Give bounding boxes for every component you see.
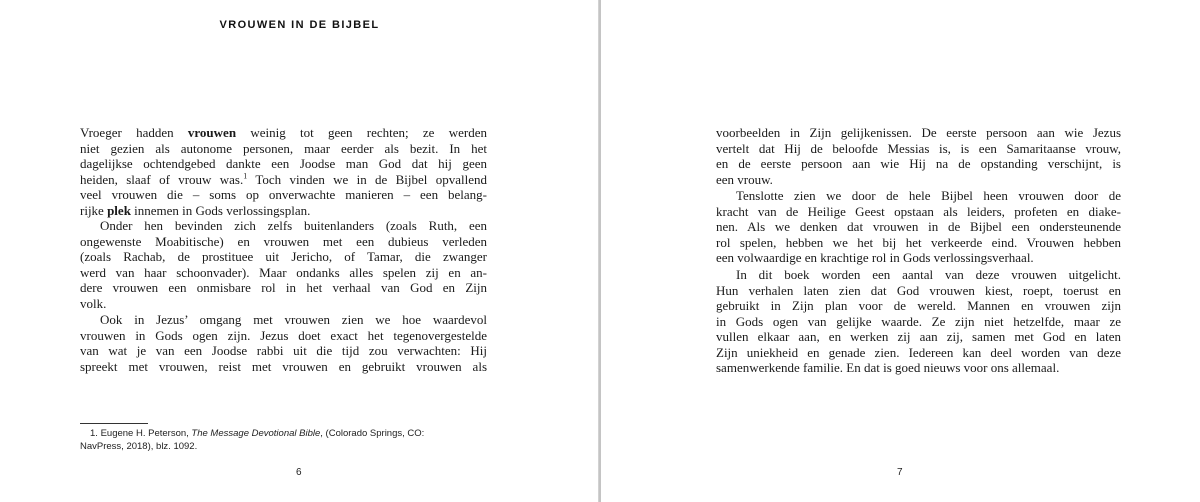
text-line: Zijn uniekheid en genade zien. Iedereen kan deel worden van deze <box>716 344 1121 360</box>
footnote-book-title: The Message Devotional Bible <box>191 428 321 439</box>
text-line: gebruikt in Zijn plan voor de wereld. Mannen en vrouwen zijn <box>716 298 1121 313</box>
footnote-ref: 1 <box>243 171 248 181</box>
text-line: dere vrouwen een onmisbare rol in het verhaal van God en Zijn <box>80 280 487 295</box>
text-line: vertelt dat Hij de beloofde Messias is, is een Samaritaanse vrouw, <box>716 140 1121 156</box>
right-paragraph-2 <box>716 188 1121 266</box>
left-paragraph-3 <box>80 312 487 374</box>
text-line: voorbeelden in Zijn gelijkenissen. De eerste persoon aan wie Jezus <box>716 125 1121 140</box>
text-line: samenwerkende familie. En dat is goed nieuws voor ons allemaal. <box>716 360 1060 375</box>
text-line: een vrouw. <box>716 171 773 187</box>
text-line: rijke plek innemen in Gods verlossingsplan. <box>80 202 311 218</box>
text-line: Ook in Jezus’ omgang met vrouwen zien we hoe waardevol <box>100 312 487 327</box>
footnote-divider <box>80 423 148 424</box>
text-line: Tenslotte zien we door de hele Bijbel heen vrouwen door de <box>736 188 1121 203</box>
text-line: vrouwen in Gods ogen zijn. Jezus doet exact het tegenovergestelde <box>80 327 487 343</box>
text-line: ongewenste Moabitische) en vrouwen met een dubieus verleden <box>80 233 487 249</box>
bold-word: plek <box>107 202 131 218</box>
right-paragraph-1 <box>716 125 1121 187</box>
text-line: volk. <box>80 295 107 311</box>
right-paragraph-3 <box>716 267 1121 376</box>
text-line: vullen elkaar aan, en werken zij aan zij, samen met God en laten <box>716 329 1121 344</box>
footnote-line: NavPress, 2018), blz. 1092. <box>80 441 198 452</box>
text-line: In dit boek worden een aantal van deze vrouwen uitgelicht. <box>736 267 1121 282</box>
page-number: 6 <box>296 467 302 478</box>
running-head: VROUWEN IN DE BIJBEL <box>219 19 380 31</box>
text-line: nen. Als we denken dat vrouwen in de Bijbel een ondersteunende <box>716 219 1121 234</box>
text-line: werd van haar schoonvader). Maar ondanks alles spelen zij en an- <box>80 264 487 280</box>
left-paragraph-1 <box>80 125 487 218</box>
text-line: en de eerste persoon aan wie Hij na de opstanding verschijnt, is <box>716 156 1121 171</box>
left-paragraph-2 <box>80 218 487 311</box>
text-line: van wat je van een Joodse rabbi uit die tijd zou verwachten: Hij <box>80 343 487 358</box>
text-line: dagelijkse ochtendgebed dankte een Joodse man God dat hij geen <box>80 156 487 171</box>
text-line: Vroeger hadden vrouwen weinig tot geen rechten; ze werden <box>80 125 487 140</box>
text-line: kracht van de Heilige Geest opstaan als leiders, profeten en diake- <box>716 203 1121 219</box>
footnote-line: 1. Eugene H. Peterson, The Message Devotional Bible, (Colorado Springs, CO: <box>90 428 425 439</box>
text-line: (zoals Rachab, de prostituee uit Jericho, of Tamar, die zwanger <box>80 249 487 264</box>
left-page <box>0 0 599 502</box>
text-line: rol spelen, hebben we het bij het verkeerde eind. Vrouwen hebben <box>716 234 1121 250</box>
right-page <box>601 0 1200 502</box>
text-line: spreekt met vrouwen, reist met vrouwen en gebruikt vrouwen als <box>80 358 487 374</box>
text-line: veel vrouwen die – soms op onverwachte manieren – een belang- <box>80 187 487 202</box>
bold-word: vrouwen <box>187 125 237 140</box>
text-line: Onder hen bevinden zich zelfs buitenlanders (zoals Ruth, een <box>100 218 487 233</box>
text-line: heiden, slaaf of vrouw was.$^1$ Toch vinden we in de Bijbel opvallend <box>80 171 487 187</box>
text-line: niet gezien als autonome personen, maar eerder als bezit. In het <box>80 140 487 156</box>
page-number: 7 <box>897 467 903 478</box>
text-line: Hun verhalen laten zien dat God vrouwen kiest, roept, toerust en <box>716 282 1121 298</box>
text-line: een volwaardige en krachtige rol in Gods verlossingsverhaal. <box>716 250 1034 265</box>
footnote <box>80 427 500 453</box>
text-line: in Gods ogen van gelijke waarde. Ze zijn niet hetzelfde, maar ze <box>716 313 1121 329</box>
